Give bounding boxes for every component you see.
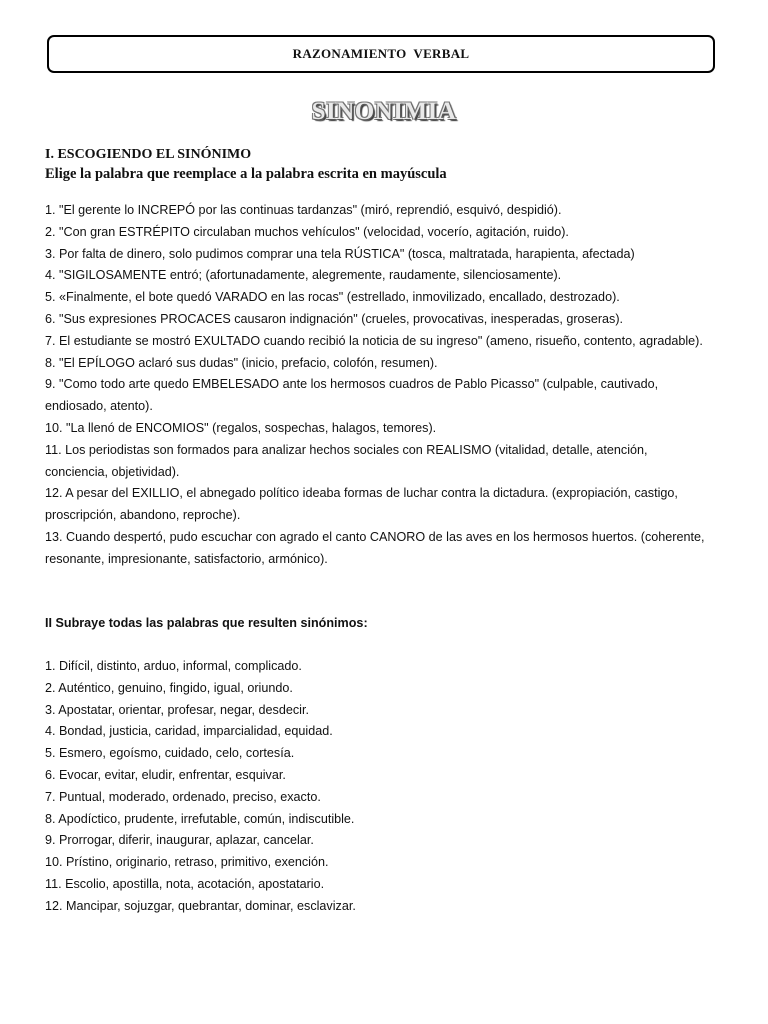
list-item: 9. Prorrogar, diferir, inaugurar, aplazar, cancelar. (45, 833, 314, 848)
list-item: 7. Puntual, moderado, ordenado, preciso, exacto. (45, 789, 321, 804)
list-item: 6. "Sus expresiones PROCACES causaron indignación" (crueles, provocativas, inesperadas, groseras). (45, 311, 624, 326)
page-title: SINONIMIA (311, 98, 457, 125)
list-item: 12. A pesar del EXILLIO, el abnegado político ideaba formas de luchar contra la dictadura. (expropiación, castigo, proscripción, abandono, reproche). (45, 486, 678, 523)
list-item: 10. Prístino, originario, retraso, primitivo, exención. (45, 855, 329, 870)
list-item: 8. Apodíctico, prudente, irrefutable, común, indiscutible. (45, 811, 355, 826)
list-item: 11. Los periodistas son formados para analizar hechos sociales con REALISMO (vitalidad, detalle, atención, conciencia, objetividad). (45, 442, 648, 479)
list-item: 12. Mancipar, sojuzgar, quebrantar, dominar, esclavizar. (45, 898, 356, 913)
header-title: RAZONAMIENTO VERBAL (292, 46, 470, 61)
list-item: 3. Apostatar, orientar, profesar, negar, desdecir. (45, 702, 309, 717)
section2-heading: II Subraye todas las palabras que resulten sinónimos: (45, 616, 368, 630)
header-box (47, 35, 715, 73)
section1-heading: I. ESCOGIENDO EL SINÓNIMO (45, 147, 252, 162)
list-item: 8. "El EPÍLOGO aclaró sus dudas" (inicio, prefacio, colofón, resumen). (45, 355, 438, 370)
list-item: 11. Escolio, apostilla, nota, acotación, apostatario. (45, 876, 325, 891)
section1-instruction: Elige la palabra que reemplace a la palabra escrita en mayúscula (45, 166, 447, 182)
section1-list (45, 200, 705, 571)
section2-list (45, 656, 705, 918)
list-item: 10. "La llenó de ENCOMIOS" (regalos, sospechas, halagos, temores). (45, 420, 437, 435)
list-item: 5. «Finalmente, el bote quedó VARADO en las rocas" (estrellado, inmovilizado, encallado, destrozado). (45, 290, 620, 305)
list-item: 9. "Como todo arte quedo EMBELESADO ante los hermosos cuadros de Pablo Picasso" (culpable, cautivado, endiosado, atento). (45, 377, 659, 414)
list-item: 1. "El gerente lo INCREPÓ por las continuas tardanzas" (miró, reprendió, esquivó, despidió). (45, 203, 562, 217)
list-item: 2. "Con gran ESTRÉPITO circulaban muchos vehículos" (velocidad, vocerío, agitación, ruido). (45, 224, 569, 239)
list-item: 4. Bondad, justicia, caridad, imparcialidad, equidad. (45, 724, 333, 739)
list-item: 13. Cuando despertó, pudo escuchar con agrado el canto CANORO de las aves en los hermosos huertos. (coherente, resonante, impresionante, satisfactorio, armónico). (45, 529, 705, 566)
list-item: 1. Difícil, distinto, arduo, informal, complicado. (45, 659, 302, 673)
list-item: 4. "SIGILOSAMENTE entró; (afortunadamente, alegremente, raudamente, silenciosamente). (45, 268, 562, 283)
list-item: 3. Por falta de dinero, solo pudimos comprar una tela RÚSTICA" (tosca, maltratada, harapienta, afectada) (45, 246, 635, 261)
list-item: 2. Auténtico, genuino, fingido, igual, oriundo. (45, 680, 293, 695)
list-item: 6. Evocar, evitar, eludir, enfrentar, esquivar. (45, 767, 286, 782)
list-item: 5. Esmero, egoísmo, cuidado, celo, cortesía. (45, 746, 295, 761)
list-item: 7. El estudiante se mostró EXULTADO cuando recibió la noticia de su ingreso" (ameno, risueño, contento, agradable). (45, 333, 703, 348)
